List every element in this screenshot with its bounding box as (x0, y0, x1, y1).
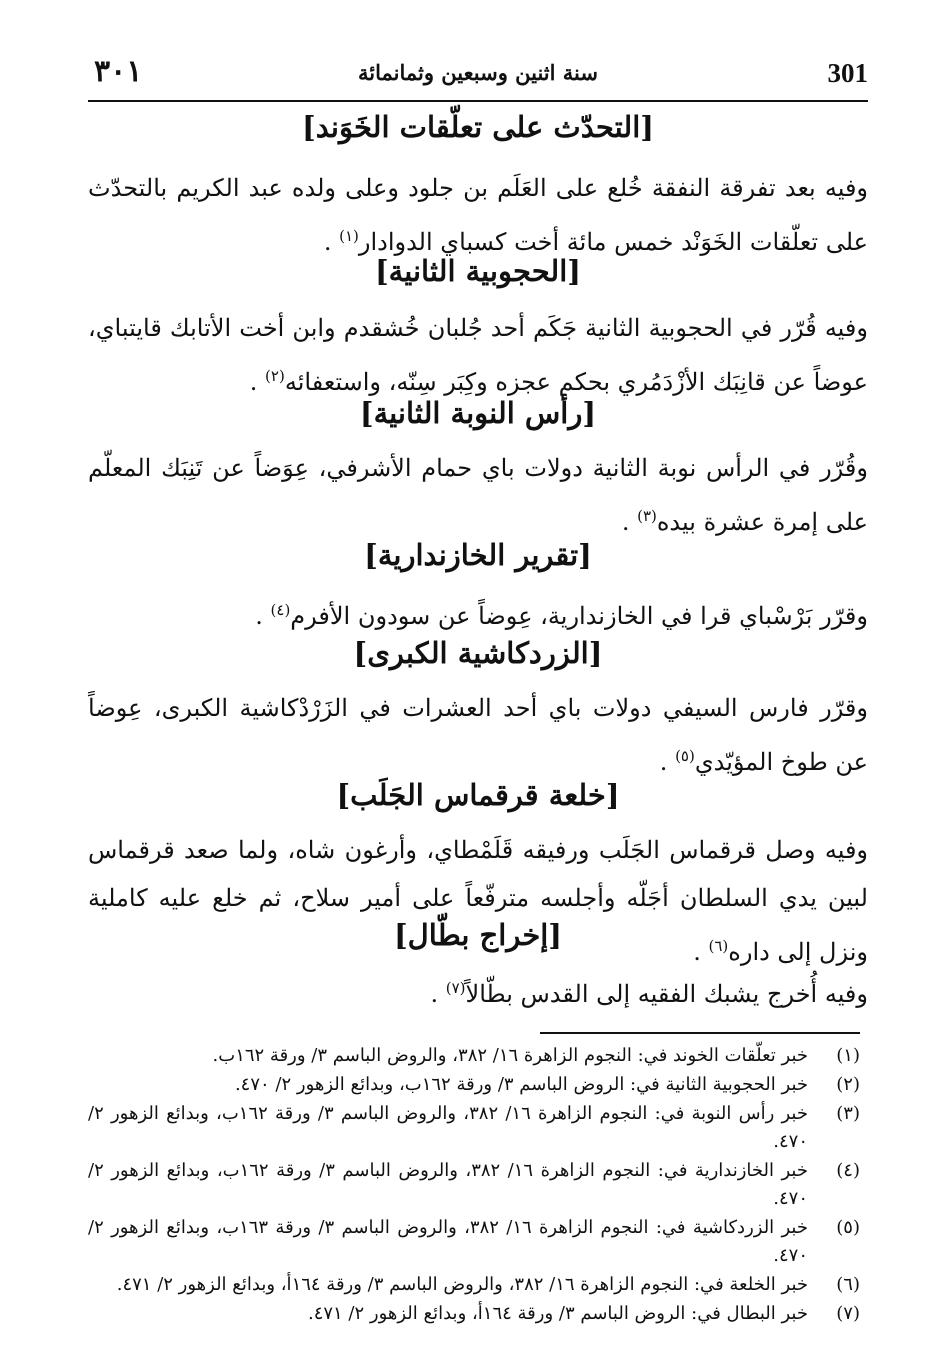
paragraph-end: . (255, 602, 271, 630)
paragraph-end: . (430, 980, 446, 1008)
footnote-text: خبر رأس النوبة في: النجوم الزاهرة ١٦/ ٣٨٢، والروض الباسم ٣/ ورقة ١٦٢ب، وبدائع الزهور ٢/ ٤٧٠. (88, 1103, 808, 1152)
section-paragraph (88, 684, 868, 786)
paragraph-text: وفيه بعد تفرقة النفقة خُلع على العَلَم بن جلود وعلى ولده عبد الكريم بالتحدّث على تعلّقات الخَوَنْد خمس مائة أخت كسباي الدوادار (88, 174, 869, 256)
footnote-text: خبر الخلعة في: النجوم الزاهرة ١٦/ ٣٨٢، والروض الباسم ٣/ ورقة ١٦٤أ، وبدائع الزهور ٢/ ٤٧١. (116, 1274, 808, 1295)
paragraph-text: وفيه وصل قرقماس الجَلَب ورفيقه قَلَمْطاي، وأرغون شاه، ولما صعد قرقماس لبين يدي السلطان أجَلّه وأجلسه مترفّعاً على أمير سلاح، ثم خلع عليه كاملية ونزل إلى داره (88, 836, 868, 966)
footnote (88, 1100, 868, 1156)
paragraph-end: . (323, 228, 340, 256)
page-number-arabic: ٣٠١ (94, 54, 143, 89)
section-paragraph (88, 964, 868, 1018)
section-heading: [رأس النوبة الثانية] (359, 396, 597, 430)
paragraph-text: وفيه أُخرج يشبك الفقيه إلى القدس بطّالاً (465, 980, 868, 1008)
paragraph-end: . (249, 368, 266, 396)
footnote-number: (٧) (836, 1303, 860, 1324)
footnote (88, 1300, 868, 1328)
footnote-number: (٥) (836, 1217, 860, 1238)
footnote-ref: (١) (339, 227, 359, 245)
footnote-divider (540, 1032, 860, 1034)
footnote (88, 1214, 868, 1270)
section-heading: [التحدّث على تعلّقات الخَوَند] (301, 110, 655, 144)
section-paragraph (88, 164, 868, 266)
footnote-ref: (٥) (675, 747, 695, 765)
section-heading: [إخراج بطّال] (393, 918, 563, 952)
paragraph-text: وفيه قُرّر في الحجوبية الثانية جَكَم أحد جُلبان خُشقدم وابن أخت الأتابك قايتباي، عوضاً عن قانِبَك الأزْدَمُري بحكم عجزه وكِبَر سِنّه، واستعفائه (88, 314, 868, 396)
page-number-latin: 301 (827, 58, 868, 88)
section-heading: [الزردكاشية الكبرى] (353, 636, 603, 670)
footnote-ref: (٤) (270, 601, 291, 619)
paragraph-text: وقُرّر في الرأس نوبة الثانية دولات باي حمام الأشرفي، عِوَضاً عن تَنِبَك المعلّم على إمرة عشرة بيده (88, 454, 868, 536)
section-paragraph (88, 826, 868, 976)
footnote-number: (٤) (836, 1160, 860, 1181)
section-paragraph (88, 304, 868, 406)
paragraph-end: . (693, 938, 709, 966)
footnote (88, 1042, 868, 1070)
footnote (88, 1071, 868, 1099)
section-paragraph (88, 444, 868, 546)
section-heading: [تقرير الخازندارية] (364, 538, 592, 572)
paragraph-end: . (659, 748, 676, 776)
footnote-number: (٣) (836, 1103, 860, 1124)
footnote-text: خبر تعلّقات الخوند في: النجوم الزاهرة ١٦/ ٣٨٢، والروض الباسم ٣/ ورقة ١٦٢ب. (212, 1045, 808, 1066)
footnote-ref: (٦) (708, 937, 729, 955)
footnote-number: (٦) (836, 1274, 860, 1295)
footnote (88, 1157, 868, 1213)
paragraph-text: وقرّر فارس السيفي دولات باي أحد العشرات في الزَرْدْكاشية الكبرى، عِوضاً عن طوخ المؤيّدي (88, 694, 868, 776)
running-title: سنة اثنين وسبعين وثمانمائة (357, 60, 598, 85)
footnote-ref: (٣) (637, 507, 657, 525)
page-header (88, 48, 868, 102)
footnote-text: خبر البطال في: الروض الباسم ٣/ ورقة ١٦٤أ، وبدائع الزهور ٢/ ٤٧١. (307, 1303, 808, 1324)
footnote-ref: (٢) (265, 367, 285, 385)
paragraph-text: وقرّر بَرْسْباي قرا في الخازندارية، عِوضاً عن سودون الأفرم (290, 602, 868, 630)
section-paragraph (88, 586, 868, 640)
footnote-number: (٢) (836, 1074, 860, 1095)
footnotes (88, 1042, 868, 1329)
footnote-text: خبر الخازندارية في: النجوم الزاهرة ١٦/ ٣٨٢، والروض الباسم ٣/ ورقة ١٦٢ب، وبدائع الزهور ٢/ ٤٧٠. (88, 1160, 808, 1209)
section-heading: [الحجوبية الثانية] (374, 254, 582, 288)
paragraph-end: . (621, 508, 638, 536)
footnote-text: خبر الحجوبية الثانية في: الروض الباسم ٣/ ورقة ١٦٢ب، وبدائع الزهور ٢/ ٤٧٠. (234, 1074, 808, 1095)
footnote (88, 1271, 868, 1299)
section-heading: [خلعة قرقماس الجَلَب] (336, 778, 620, 812)
footnote-number: (١) (836, 1045, 860, 1066)
footnote-ref: (٧) (445, 979, 466, 997)
footnote-text: خبر الزردكاشية في: النجوم الزاهرة ١٦/ ٣٨٢، والروض الباسم ٣/ ورقة ١٦٣ب، وبدائع الزهور ٢/ ٤٧٠. (88, 1217, 808, 1266)
